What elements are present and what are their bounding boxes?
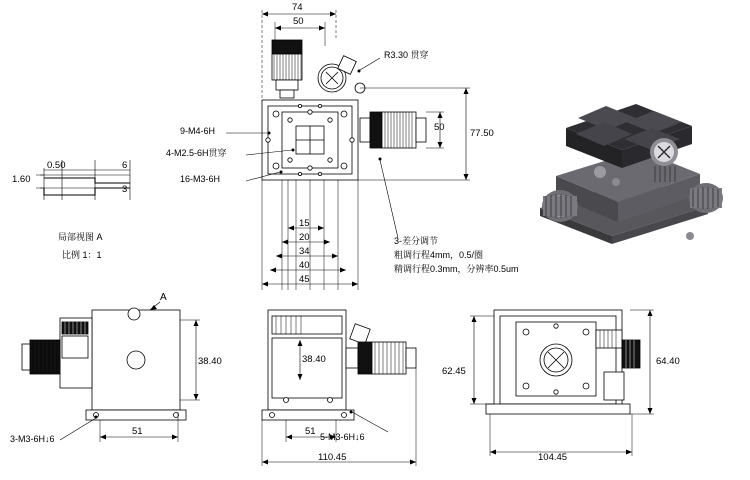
front-view-marker-a: A (160, 292, 167, 303)
detail-view-title: 局部视图 A (58, 232, 103, 242)
note-line-3: 精调行程0.3mm，分辨率0.5um (394, 264, 519, 274)
top-dim-74: 74 (292, 2, 303, 13)
front-width-dim: 51 (132, 426, 143, 437)
rear-view-geometry (470, 310, 654, 456)
detail-dim-1-60: 1.60 (12, 174, 31, 185)
bottom-dim-34: 34 (299, 246, 310, 257)
rear-total-width-dim: 104.45 (538, 452, 568, 463)
detail-dim-3: 3 (122, 184, 128, 195)
callout-16-m3-6h: 16-M3-6H (180, 174, 221, 184)
front-callout-3-m3-6h: 3-M3-6H↓6 (10, 434, 55, 444)
detail-dim-0-50: 0.50 (47, 160, 66, 171)
side-total-width-dim: 110.45 (318, 452, 347, 463)
bottom-dim-45: 45 (299, 274, 310, 285)
callout-r330: R3.30 贯穿 (384, 50, 429, 60)
rear-height-right-dim: 64.40 (656, 356, 680, 367)
front-height-dim: 38.40 (198, 356, 222, 367)
side-callout-5-m3-6h: 5-M3-6H↓6 (320, 432, 365, 442)
bottom-dim-20: 20 (299, 232, 310, 243)
bottom-dim-15: 15 (299, 218, 310, 229)
rear-height-left-dim: 62.45 (442, 366, 466, 377)
detail-view-scale: 比例 1：1 (62, 250, 102, 260)
top-view-geometry (226, 10, 470, 290)
side-width-dim: 51 (305, 426, 316, 437)
note-line-2: 粗调行程4mm，0.5/圈 (394, 250, 484, 260)
side-height-dim: 38.40 (302, 354, 326, 365)
right-dim-77-50: 77.50 (470, 128, 494, 139)
bottom-dim-40: 40 (299, 260, 310, 271)
front-view-geometry (22, 302, 200, 442)
callout-4-m25-6h: 4-M2.5-6H贯穿 (166, 148, 227, 158)
detail-dim-6: 6 (122, 160, 128, 171)
top-dim-50: 50 (293, 16, 304, 27)
product-photo (524, 92, 730, 244)
right-dim-50: 50 (434, 122, 445, 133)
callout-9-m4-6h: 9-M4-6H (180, 126, 216, 136)
note-line-1: 3-差分调节 (394, 236, 439, 246)
